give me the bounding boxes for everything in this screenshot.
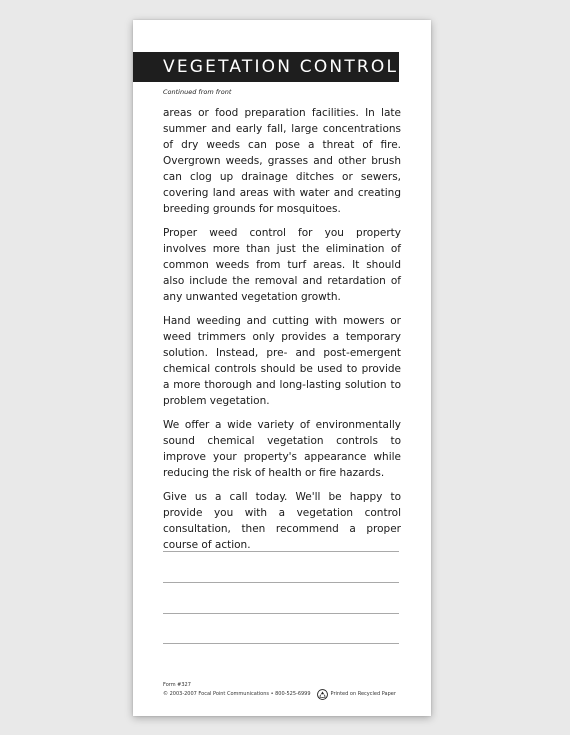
paragraph: We offer a wide variety of environmentally sound chemical vegetation controls to improve your property's appearance while reducing the risk of health or fire hazards. bbox=[163, 419, 401, 479]
copyright-text: © 2003-2007 Focal Point Communications • 800-525-6999 bbox=[163, 691, 311, 697]
paragraph: Give us a call today. We'll be happy to provide you with a vegetation control consultation, then recommend a proper course of action. bbox=[163, 491, 401, 551]
door-hanger-card bbox=[133, 20, 431, 716]
paragraph: Proper weed control for you property involves more than just the elimination of common weeds from turf areas. It should also include the removal and retardation of any unwanted vegetation growth. bbox=[163, 227, 401, 303]
continued-note: Continued from front bbox=[163, 88, 232, 96]
form-number: Form #327 bbox=[163, 682, 191, 688]
write-in-line bbox=[163, 582, 399, 583]
recycled-paper-note: Printed on Recycled Paper bbox=[330, 691, 396, 697]
write-in-line bbox=[163, 551, 399, 552]
footer-credits bbox=[163, 689, 401, 700]
title-banner bbox=[133, 52, 399, 82]
paragraph: Hand weeding and cutting with mowers or weed trimmers only provides a temporary solution. Instead, pre- and post-emergent chemical controls should be used to provide a more thorough and long-lasting solution to problem vegetation. bbox=[163, 315, 401, 407]
card-footer bbox=[163, 682, 401, 700]
write-in-line bbox=[163, 613, 399, 614]
body-text bbox=[163, 105, 401, 553]
card-title: VEGETATION CONTROL bbox=[163, 57, 399, 77]
paragraph: areas or food preparation facilities. In late summer and early fall, large concentrations of dry weeds can pose a threat of fire. Overgrown weeds, grasses and other brush can clog up drainage ditches or sewers, covering land areas with water and creating breeding grounds for mosquitoes. bbox=[163, 107, 401, 215]
recycle-icon bbox=[317, 689, 328, 700]
write-in-line bbox=[163, 643, 399, 644]
